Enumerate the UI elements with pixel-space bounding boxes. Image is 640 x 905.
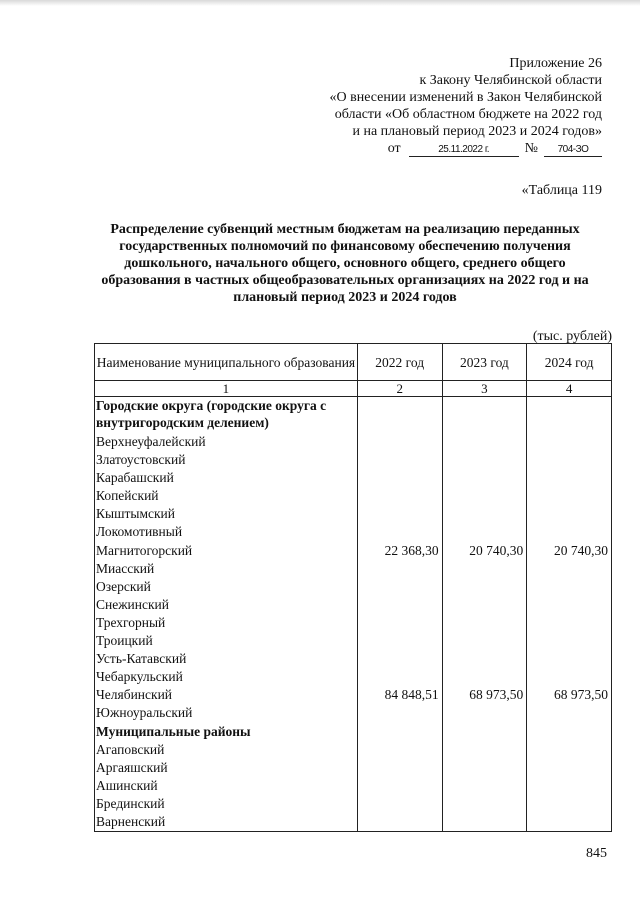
values-2022-column — [357, 397, 442, 832]
municipality-name: Аргаяшский — [96, 759, 168, 775]
header-line: Приложение 26 — [509, 56, 602, 71]
value-2022: 22 368,30 — [384, 542, 439, 558]
value-2024 — [527, 650, 611, 668]
value-2022 — [358, 704, 442, 722]
value-2024 — [527, 469, 611, 487]
municipality-name: Магнитогорский — [96, 542, 193, 558]
value-2022 — [358, 433, 442, 451]
group-heading-city-districts: Городские округа (городские округа с внутригородским делением) — [96, 398, 327, 430]
municipality-name: Троицкий — [96, 633, 153, 649]
names-column — [95, 397, 358, 832]
value-2022 — [358, 596, 442, 614]
value-2023 — [443, 632, 527, 650]
value-2022 — [358, 668, 442, 686]
header-line: и на плановый период 2023 и 2024 годов» — [352, 124, 602, 139]
municipality-name: Кыштымский — [96, 506, 175, 522]
value-2024 — [527, 560, 611, 578]
document-title: Распределение субвенций местным бюджетам на реализацию переданных государственных полномочий по финансовому обеспечению получения дошкольного, начального общего, основного общего, среднего общего образования в частных общеобразовательных организациях на 2022 год и на плановый период 2023 и 2024 годов — [101, 222, 589, 305]
value-2023 — [443, 596, 527, 614]
value-2022 — [358, 578, 442, 596]
value-2024 — [527, 632, 611, 650]
value-2024 — [527, 704, 611, 722]
municipality-name: Брединский — [96, 795, 165, 811]
col-number: 4 — [527, 381, 612, 397]
value-2023 — [443, 578, 527, 596]
value-2022 — [358, 451, 442, 469]
value-2023 — [443, 451, 527, 469]
group-heading-districts: Муниципальные районы — [96, 723, 251, 739]
values-2023-column — [442, 397, 527, 832]
value-2022: 84 848,51 — [384, 687, 439, 703]
law-number: 704-ЗО — [544, 143, 602, 157]
municipality-name: Челябинский — [96, 687, 173, 703]
value-spacer — [358, 397, 442, 433]
value-2023 — [443, 704, 527, 722]
table-body-row — [95, 397, 612, 832]
value-2024 — [527, 668, 611, 686]
value-2023 — [443, 668, 527, 686]
value-2022 — [358, 469, 442, 487]
municipality-name: Чебаркульский — [96, 669, 183, 685]
municipality-name: Трехгорный — [96, 614, 166, 630]
value-2024 — [527, 523, 611, 541]
col-number: 3 — [442, 381, 527, 397]
value-2023: 68 973,50 — [469, 687, 524, 703]
units-label: (тыс. рублей) — [532, 329, 612, 344]
value-2023: 20 740,30 — [469, 542, 524, 558]
value-2024: 20 740,30 — [554, 542, 608, 558]
page-number: 845 — [586, 846, 607, 861]
header-line: к Закону Челябинской области — [419, 73, 602, 88]
value-2024 — [527, 614, 611, 632]
num-label: № — [524, 141, 538, 156]
municipality-name: Локомотивный — [96, 524, 183, 540]
value-2023 — [443, 650, 527, 668]
value-2023 — [443, 487, 527, 505]
col-header-name: Наименование муниципального образования — [95, 344, 358, 381]
value-2024 — [527, 451, 611, 469]
column-number-row — [95, 381, 612, 397]
appendix-header — [302, 55, 602, 157]
value-2023 — [443, 560, 527, 578]
municipality-name: Агаповский — [96, 741, 165, 757]
municipality-name: Озерский — [96, 578, 151, 594]
value-2024 — [527, 578, 611, 596]
header-row — [95, 344, 612, 381]
municipality-name: Копейский — [96, 488, 159, 504]
value-2022 — [358, 505, 442, 523]
col-header-2022: 2022 год — [357, 344, 442, 381]
col-header-2024: 2024 год — [527, 344, 612, 381]
municipality-name: Верхнеуфалейский — [96, 434, 206, 449]
value-2022 — [358, 523, 442, 541]
scan-edge — [0, 0, 640, 6]
value-2023 — [443, 505, 527, 523]
value-2024 — [527, 487, 611, 505]
header-line: «О внесении изменений в Закон Челябинской — [329, 90, 602, 105]
value-2023 — [443, 523, 527, 541]
header-date-line — [302, 140, 602, 157]
value-spacer — [443, 397, 527, 433]
col-number: 1 — [95, 381, 358, 397]
value-2024 — [527, 596, 611, 614]
subvention-table — [94, 343, 612, 832]
value-2023 — [443, 433, 527, 451]
value-2023 — [443, 614, 527, 632]
value-spacer — [527, 397, 611, 433]
date-value: 25.11.2022 г. — [409, 143, 519, 157]
municipality-name: Ашинский — [96, 777, 158, 793]
value-2022 — [358, 650, 442, 668]
value-2022 — [358, 614, 442, 632]
col-header-2023: 2023 год — [442, 344, 527, 381]
municipality-name: Варненский — [96, 813, 166, 829]
municipality-name: Миасский — [96, 560, 155, 576]
values-2024-column — [527, 397, 612, 832]
value-2024: 68 973,50 — [554, 687, 608, 703]
value-2023 — [443, 469, 527, 487]
value-2024 — [527, 433, 611, 451]
value-2022 — [358, 560, 442, 578]
value-2024 — [527, 505, 611, 523]
table-reference: «Таблица 119 — [521, 183, 602, 198]
value-2022 — [358, 487, 442, 505]
value-2022 — [358, 632, 442, 650]
municipality-name: Златоустовский — [96, 452, 186, 468]
col-number: 2 — [357, 381, 442, 397]
municipality-name: Карабашский — [96, 470, 174, 486]
header-line: области «Об областном бюджете на 2022 год — [334, 107, 602, 122]
municipality-name: Снежинский — [96, 596, 169, 612]
municipality-name: Усть-Катавский — [96, 651, 187, 667]
ot-label: от — [387, 141, 401, 156]
municipality-name: Южноуральский — [96, 705, 193, 721]
